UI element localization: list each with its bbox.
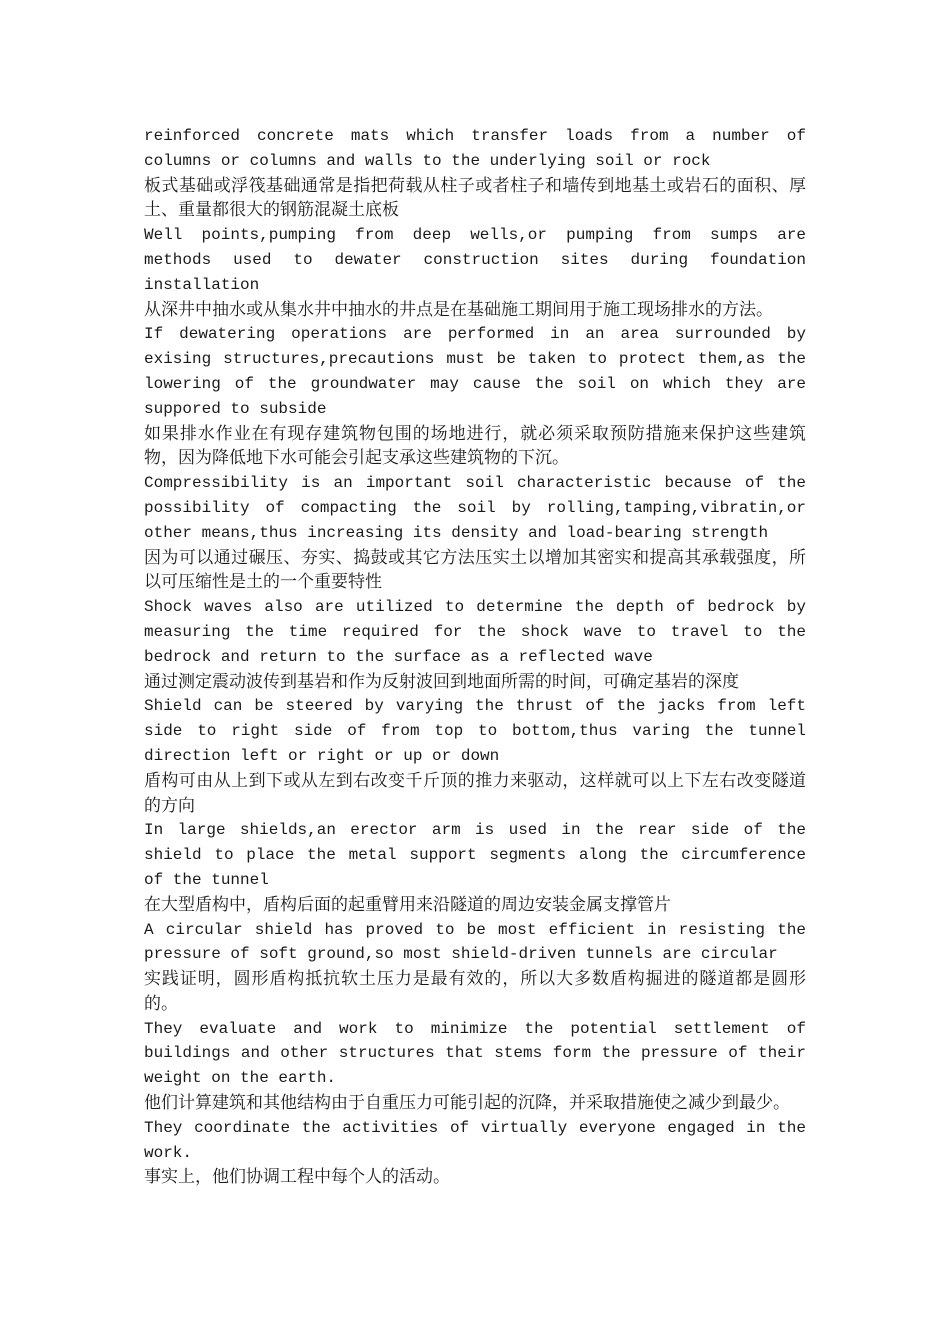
chinese-translation: 从深井中抽水或从集水井中抽水的井点是在基础施工期间用于施工现场排水的方法。: [144, 299, 773, 320]
chinese-translation: 实践证明，圆形盾构抵抗软土压力是最有效的，所以大多数盾构掘进的隧道都是圆形的。: [144, 969, 806, 1014]
english-sentence: They coordinate the activities of virtually everyone engaged in the work.: [144, 1118, 806, 1162]
chinese-translation: 事实上，他们协调工程中每个人的活动。: [144, 1167, 450, 1188]
chinese-translation: 板式基础或浮筏基础通常是指把荷载从柱子或者柱子和墙传到地基土或岩石的面积、厚土、重量都很大的钢筋混凝土底板: [144, 175, 806, 221]
chinese-translation: 因为可以通过碾压、夯实、捣鼓或其它方法压实土以增加其密实和提高其承载强度，所以可压缩性是土的一个重要特性: [144, 547, 806, 593]
paragraph-pair-8: [144, 918, 806, 1017]
paragraph-pair-7: [144, 818, 806, 917]
paragraph-pair-10: [144, 1116, 806, 1190]
paragraph-pair-2: [144, 223, 806, 322]
english-sentence: Shock waves also are utilized to determine the depth of bedrock by measuring the time required for the shock wave to travel to the bedrock and return to the surface as a reflected wave: [144, 598, 806, 666]
paragraph-pair-1: [144, 124, 806, 223]
chinese-translation: 如果排水作业在有现存建筑物包围的场地进行，就必须采取预防措施来保护这些建筑物，因为降低地下水可能会引起支承这些建筑物的下沉。: [144, 423, 806, 469]
paragraph-pair-3: [144, 322, 806, 471]
english-sentence: reinforced concrete mats which transfer loads from a number of columns or columns and walls to the underlying soil or rock: [144, 127, 806, 170]
chinese-translation: 在大型盾构中，盾构后面的起重臂用来沿隧道的周边安装金属支撑管片: [144, 894, 671, 915]
english-sentence: Well points,pumping from deep wells,or pumping from sumps are methods used to dewater construction sites during foundation installation: [144, 226, 806, 294]
paragraph-pair-4: [144, 471, 806, 595]
english-sentence: If dewatering operations are performed in an area surrounded by exising structures,precautions must be taken to protect them,as the lowering of the groundwater may cause the soil on which they are suppored to subside: [144, 325, 806, 418]
paragraph-pair-9: [144, 1017, 806, 1116]
english-sentence: A circular shield has proved to be most efficient in resisting the pressure of soft ground,so most shield-driven tunnels are circular: [144, 920, 806, 964]
document-page: [144, 124, 806, 1190]
english-sentence: In large shields,an erector arm is used in the rear side of the shield to place the metal support segments along the circumference of the tunnel: [144, 821, 806, 889]
paragraph-pair-6: [144, 694, 806, 818]
chinese-translation: 通过测定震动波传到基岩和作为反射波回到地面所需的时间，可确定基岩的深度: [144, 671, 739, 692]
english-sentence: They evaluate and work to minimize the potential settlement of buildings and other structures that stems form the pressure of their weight on the earth.: [144, 1019, 806, 1088]
english-sentence: Compressibility is an important soil characteristic because of the possibility of compacting the soil by rolling,tamping,vibratin,or other means,thus increasing its density and load-bearing strength: [144, 474, 806, 542]
english-sentence: Shield can be steered by varying the thrust of the jacks from left side to right side of from top to bottom,thus varing the tunnel direction left or right or up or down: [144, 697, 806, 765]
paragraph-pair-5: [144, 595, 806, 694]
chinese-translation: 盾构可由从上到下或从左到右改变千斤顶的推力来驱动，这样就可以上下左右改变隧道的方向: [144, 770, 806, 816]
chinese-translation: 他们计算建筑和其他结构由于自重压力可能引起的沉降，并采取措施使之减少到最少。: [144, 1093, 790, 1114]
